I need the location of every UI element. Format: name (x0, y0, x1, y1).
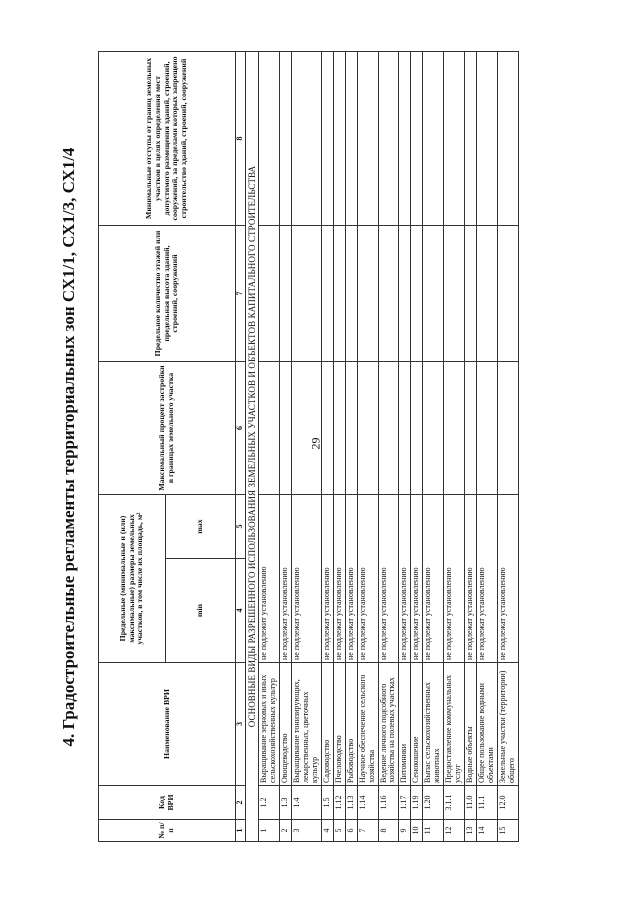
row-floors (259, 225, 280, 361)
document-title: 4. Градостроительные регламенты территориальных зон СХ1/1, СХ1/3, СХ1/4 (59, 147, 78, 747)
row-percent (411, 361, 423, 494)
row-number: 10 (411, 820, 423, 842)
header-sizes: Предельные (минимальные и (или) максимальные) размеры земельных участков, в том числе их площадь, м² (99, 494, 166, 662)
row-setbacks (291, 51, 321, 225)
table-row (465, 51, 477, 841)
row-percent (321, 361, 333, 494)
row-percent (357, 361, 378, 494)
row-name: Ведение личного подсобного хозяйства на полевых участках (378, 663, 399, 786)
table-row (279, 51, 291, 841)
row-size: не подлежат установлению (345, 494, 357, 662)
table-row (333, 51, 345, 841)
row-code: 1.20 (423, 786, 444, 820)
row-setbacks (411, 51, 423, 225)
row-percent (378, 361, 399, 494)
row-name: Общее пользование водными объектами (477, 663, 498, 786)
row-setbacks (444, 51, 465, 225)
row-percent (291, 361, 321, 494)
column-number: 4 (236, 559, 246, 663)
row-name: Выпас сельскохозяйственных животных (423, 663, 444, 786)
page-number: 29 (308, 437, 323, 450)
row-size: не подлежат установлению (279, 494, 291, 662)
row-floors (333, 225, 345, 361)
header-code: Код ВРИ (99, 786, 236, 820)
table-row (345, 51, 357, 841)
row-number: 15 (498, 820, 519, 842)
row-code: 1.2 (259, 786, 280, 820)
row-number: 2 (279, 820, 291, 842)
row-code: 1.17 (399, 786, 411, 820)
row-floors (345, 225, 357, 361)
row-floors (423, 225, 444, 361)
row-percent (498, 361, 519, 494)
row-code: 11.0 (465, 786, 477, 820)
row-name: Водные объекты (465, 663, 477, 786)
row-floors (321, 225, 333, 361)
row-floors (279, 225, 291, 361)
table-row (411, 51, 423, 841)
header-name: Наименование ВРИ (99, 663, 236, 786)
column-number: 1 (236, 820, 246, 842)
row-name: Рыбоводство (345, 663, 357, 786)
row-size: не подлежат установлению (477, 494, 498, 662)
row-floors (465, 225, 477, 361)
row-floors (357, 225, 378, 361)
row-floors (291, 225, 321, 361)
table-row (321, 51, 333, 841)
row-setbacks (423, 51, 444, 225)
row-size: не подлежит установлению (259, 494, 280, 662)
row-name: Земельные участки (территории) общего (498, 663, 519, 786)
row-percent (465, 361, 477, 494)
row-setbacks (477, 51, 498, 225)
row-number: 1 (259, 820, 280, 842)
row-size: не подлежат установлению (333, 494, 345, 662)
row-number: 9 (399, 820, 411, 842)
regulations-table (98, 51, 519, 842)
row-number: 13 (465, 820, 477, 842)
row-name: Овощеводство (279, 663, 291, 786)
row-name: Сенокошение (411, 663, 423, 786)
table-row (357, 51, 378, 841)
row-size: не подлежат установлению (357, 494, 378, 662)
row-percent (279, 361, 291, 494)
header-num: № п/п (99, 820, 236, 842)
row-name: Предоставление коммунальных услуг (444, 663, 465, 786)
row-percent (477, 361, 498, 494)
row-number: 5 (333, 820, 345, 842)
header-setbacks: Минимальные отступы от границ земельных участков в целях определения мест допустимого размещения зданий, строений, сооружений, за пределами которых запрещено строительство зданий, строений, сооружений (99, 51, 236, 225)
row-floors (411, 225, 423, 361)
row-size: не подлежат установлению (423, 494, 444, 662)
row-setbacks (333, 51, 345, 225)
row-name: Выращивание тонизирующих, лекарственных, цветочных культур (291, 663, 321, 786)
row-name: Садоводство (321, 663, 333, 786)
row-setbacks (279, 51, 291, 225)
header-percent: Максимальный процент застройки в границах земельного участка (99, 361, 236, 494)
row-code: 11.1 (477, 786, 498, 820)
row-setbacks (465, 51, 477, 225)
row-code: 1.13 (345, 786, 357, 820)
row-setbacks (321, 51, 333, 225)
row-size: не подлежат установлению (378, 494, 399, 662)
column-number: 2 (236, 786, 246, 820)
row-percent (259, 361, 280, 494)
header-max: max (166, 494, 236, 558)
row-code: 1.14 (357, 786, 378, 820)
row-percent (444, 361, 465, 494)
column-number: 3 (236, 663, 246, 786)
header-min: min (166, 559, 236, 663)
row-number: 11 (423, 820, 444, 842)
row-size: не подлежат установлению (498, 494, 519, 662)
row-number: 3 (291, 820, 321, 842)
column-number: 8 (236, 51, 246, 225)
header-floors: Предельное количество этажей или предельная высота зданий, строений, сооружений (99, 225, 236, 361)
table-row (259, 51, 280, 841)
row-name: Выращивание зерновых и иных сельскохозяйственных культур (259, 663, 280, 786)
section-title: ОСНОВНЫЕ ВИДЫ РАЗРЕШЕННОГО ИСПОЛЬЗОВАНИЯ ЗЕМЕЛЬНЫХ УЧАСТКОВ И ОБЪЕКТОВ КАПИТАЛЬНОГО СТРОИТЕЛЬСТВА (245, 51, 258, 841)
row-number: 12 (444, 820, 465, 842)
rotated-page-content (56, 52, 584, 842)
table-row (498, 51, 519, 841)
row-size: не подлежат установлению (399, 494, 411, 662)
row-code: 12.0 (498, 786, 519, 820)
row-percent (333, 361, 345, 494)
column-number: 7 (236, 225, 246, 361)
row-size: не подлежат установлению (465, 494, 477, 662)
row-floors (498, 225, 519, 361)
row-percent (399, 361, 411, 494)
row-code: 1.16 (378, 786, 399, 820)
row-setbacks (357, 51, 378, 225)
row-size: не подлежат установлению (321, 494, 333, 662)
row-size: не подлежат установлению (411, 494, 423, 662)
table-row (444, 51, 465, 841)
table-row (399, 51, 411, 841)
row-name: Пчеловодство (333, 663, 345, 786)
row-code: 1.3 (279, 786, 291, 820)
table-row (291, 51, 321, 841)
row-number: 14 (477, 820, 498, 842)
row-floors (477, 225, 498, 361)
table-row (477, 51, 498, 841)
table-row (423, 51, 444, 841)
row-code: 1.5 (321, 786, 333, 820)
column-number: 6 (236, 361, 246, 494)
row-number: 8 (378, 820, 399, 842)
table-row (378, 51, 399, 841)
row-size: не подлежат установлению (291, 494, 321, 662)
row-size: не подлежат установлению (444, 494, 465, 662)
row-code: 3.1.1 (444, 786, 465, 820)
row-code: 1.12 (333, 786, 345, 820)
row-percent (423, 361, 444, 494)
section-row (245, 51, 258, 841)
column-number: 5 (236, 494, 246, 558)
row-name: Научное обеспечение сельского хозяйства (357, 663, 378, 786)
header-row (99, 51, 166, 841)
row-setbacks (399, 51, 411, 225)
row-floors (378, 225, 399, 361)
row-setbacks (378, 51, 399, 225)
row-setbacks (345, 51, 357, 225)
row-code: 1.4 (291, 786, 321, 820)
row-setbacks (498, 51, 519, 225)
row-number: 7 (357, 820, 378, 842)
column-number-row (236, 51, 246, 841)
row-number: 4 (321, 820, 333, 842)
row-name: Питомники (399, 663, 411, 786)
row-floors (444, 225, 465, 361)
row-number: 6 (345, 820, 357, 842)
row-percent (345, 361, 357, 494)
row-setbacks (259, 51, 280, 225)
row-code: 1.19 (411, 786, 423, 820)
row-floors (399, 225, 411, 361)
